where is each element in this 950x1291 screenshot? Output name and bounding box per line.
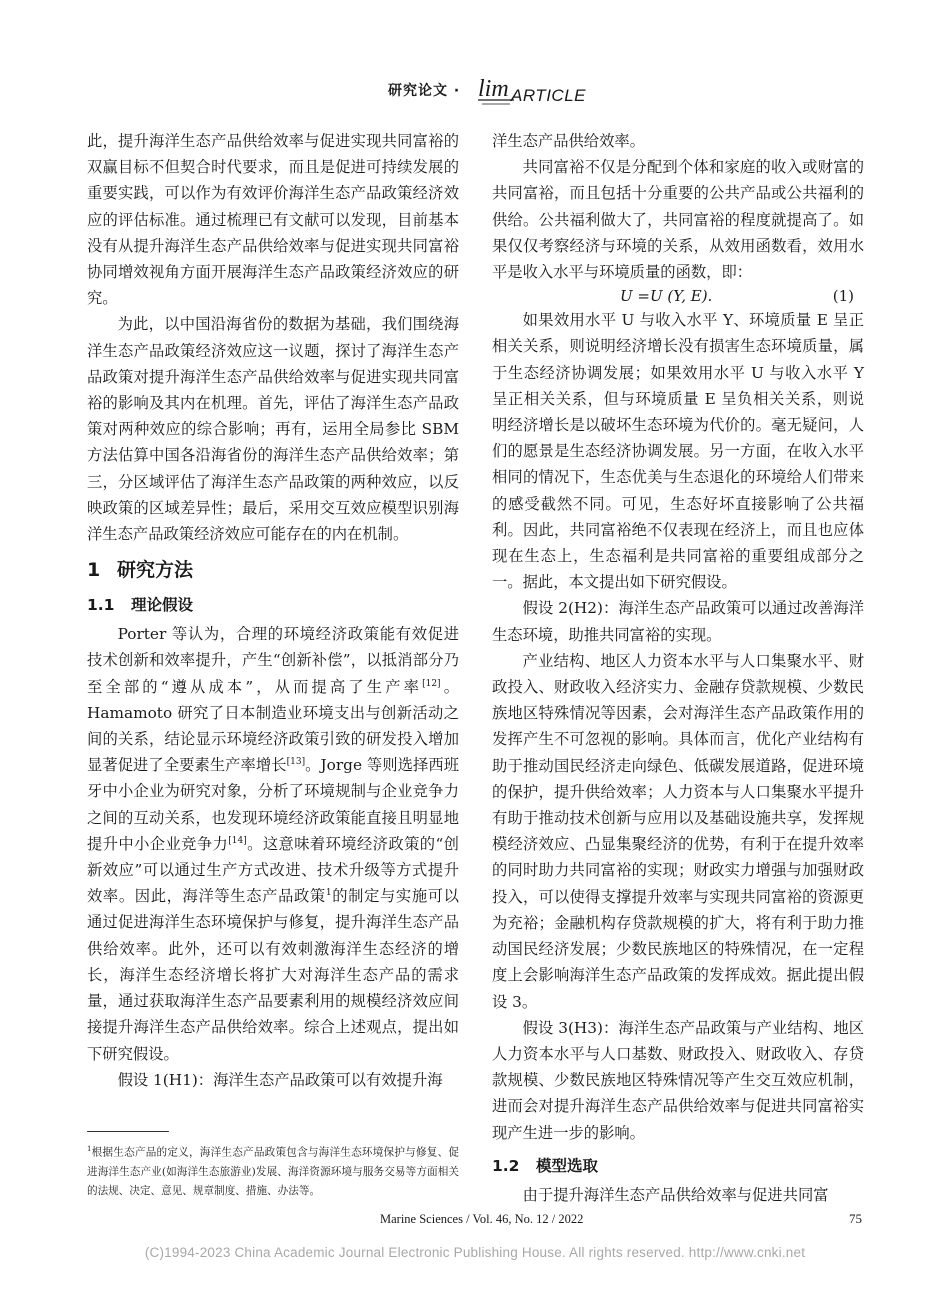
- article-label: ARTICLE: [511, 86, 586, 105]
- paragraph: 洋生态产品供给效率。: [492, 132, 645, 150]
- text-run: 的制定与实施可以通过促进海洋生态环境保护与修复，提升海洋生态产品供给效率。此外，还可以有效刺激海洋生态经济的增长，海洋生态经济增长将扩大对海洋生态产品的需求量，通过获取海洋生态产品要素利用的规模经济效应间接提升海洋生态产品供给效率。综合上述观点，提出如下研究假设。: [87, 887, 459, 1063]
- footnote-divider: [87, 1131, 169, 1132]
- subsection-number: 1.1: [87, 596, 115, 615]
- paragraph: 假设 3(H3)：海洋生态产品政策与产业结构、地区人力资本水平与人口基数、财政投入、财政收入、存贷款规模、少数民族地区特殊情况等产生交互效应机制，进而会对提升海洋生态产品供给效率与促进共同富裕实现产生进一步的影响。: [492, 1018, 864, 1142]
- subsection-title: 理论假设: [131, 596, 194, 615]
- paragraph: 产业结构、地区人力资本水平与人口集聚水平、财政投入、财政收入经济实力、金融存贷款规模、少数民族地区特殊情况等因素，会对海洋生态产品政策作用的发挥产生不可忽视的影响。具体而言，优化产业结构有助于推动国民经济走向绿色、低碳发展道路，促进环境的保护，提升供给效率；人力资本与人口集聚水平提升有助于推动技术创新与应用以及基础设施共享，发挥规模经济效应、凸显集聚经济的优势，有利于在提升效率的同时助力共同富裕的实现；财政实力增强与加强财政投入，可以使得支撑提升效率与实现共同富裕的资源更为充裕；金融机构存贷款规模的扩大，将有利于助力推动国民经济发展；少数民族地区的特殊情况，在一定程度上会影响海洋生态产品政策的发挥成效。据此提出假设 3。: [492, 651, 864, 1011]
- left-column: [87, 128, 459, 1093]
- equation-body: U =U (Y, E).: [620, 287, 713, 306]
- citation[interactable]: [12]: [422, 678, 441, 689]
- copyright-watermark: (C)1994-2023 China Academic Journal Electronic Publishing House. All rights reserved. http://www.cnki.net: [144, 1245, 806, 1260]
- equation: [492, 285, 864, 307]
- footnote-marker: 1: [87, 1145, 92, 1153]
- journal-logo-icon: [476, 74, 516, 110]
- citation[interactable]: [13]: [286, 757, 306, 768]
- section-label: 研究论文 ·: [388, 83, 461, 99]
- footnote-text: 根据生态产品的定义，海洋生态产品政策包含与海洋生态环境保护与修复、促进海洋生态产业(如海洋生态旅游业)发展、海洋资源环境与服务交易等方面相关的法规、决定、意见、规章制度、措施、办法等。: [87, 1146, 459, 1197]
- citation[interactable]: [14]: [228, 835, 247, 846]
- section-heading: [87, 555, 459, 585]
- paragraph: 如果效用水平 U 与收入水平 Y、环境质量 E 呈正相关关系，则说明经济增长没有损害生态环境质量，属于生态经济协调发展；如果效用水平 U 与收入水平 Y 呈正相关关系，但与环境质量 E 呈负相关关系，则说明经济增长是以破坏生态环境为代价的。毫无疑问，人们的愿景是生态经济协调发展。另一方面，在收入水平相同的情况下，生态优美与生态退化的环境给人们带来的感受截然不同。可见，生态好坏直接影响了公共福利。因此，共同富裕绝不仅表现在经济上，而且也应体现在生态上，生态福利是共同富裕的重要组成部分之一。据此，本文提出如下研究假设。: [492, 311, 864, 592]
- subsection-heading: [87, 591, 459, 619]
- text-run: Porter 等认为，合理的环境经济政策能有效促进技术创新和效率提升，产生“创新补偿”，以抵消部分乃至全部的“遵从成本”，从而提高了生产率: [87, 625, 459, 696]
- right-column: [492, 128, 864, 1208]
- paragraph: 由于提升海洋生态产品供给效率与促进共同富: [522, 1185, 829, 1204]
- page-number: 75: [849, 1211, 862, 1226]
- paragraph: 此，提升海洋生态产品供给效率与促进实现共同富裕的双赢目标不但契合时代要求，而且是促进可持续发展的重要实践，可以作为有效评价海洋生态产品政策经济效应的评估标准。通过梳理已有文献可以发现，目前基本没有从提升海洋生态产品供给效率与促进实现共同富裕协同增效视角方面开展海洋生态产品政策经济效应的研究。: [87, 132, 459, 308]
- footnote-marker[interactable]: 1: [325, 888, 332, 899]
- section-title: 研究方法: [117, 559, 194, 582]
- subsection-title: 模型选取: [536, 1156, 599, 1175]
- svg-text:lim: lim: [478, 76, 509, 102]
- subsection-heading: [492, 1152, 864, 1180]
- equation-number: (1): [832, 287, 854, 306]
- text-run: 。这意味着环境经济政策的“创新效应”可以通过生产方式改进、技术升级等方式提升效率。因此，海洋等生态产品政策: [87, 834, 459, 906]
- footnote: [87, 1140, 459, 1201]
- paragraph: 假设 2(H2)：海洋生态产品政策可以通过改善海洋生态环境，助推共同富裕的实现。: [492, 599, 864, 644]
- text-run: 。Jorge 等则选择西班牙中小企业为研究对象，分析了环境规制与企业竞争力之间的互动关系，也发现环境经济政策能直接且明显地提升中小企业竞争力: [87, 756, 459, 853]
- paragraph: 共同富裕不仅是分配到个体和家庭的收入或财富的共同富裕，而且包括十分重要的公共产品或公共福利的供给。公共福利做大了，共同富裕的程度就提高了。如果仅仅考察经济与环境的关系，从效用函数看，效用水平是收入水平与环境质量的函数，即：: [492, 158, 864, 282]
- text-run: 。Hamamoto 研究了日本制造业环境支出与创新活动之间的关系，结论显示环境经济政策引致的研发投入增加显著促进了全要素生产率增长: [87, 677, 459, 775]
- journal-citation: Marine Sciences / Vol. 46, No. 12 / 2022: [380, 1212, 584, 1226]
- paragraph: [87, 621, 459, 1066]
- running-header: [0, 74, 950, 110]
- subsection-number: 1.2: [492, 1156, 520, 1175]
- section-number: 1: [87, 559, 101, 582]
- paragraph: 为此，以中国沿海省份的数据为基础，我们围绕海洋生态产品政策经济效应这一议题，探讨了海洋生态产品政策对提升海洋生态产品供给效率与促进实现共同富裕的影响及其内在机理。首先，评估了海洋生态产品政策对两种效应的综合影响；再有，运用全局参比 SBM 方法估算中国各沿海省份的海洋生态产品供给效率；第三，分区域评估了海洋生态产品政策的两种效应，以反映政策的区域差异性；最后，采用交互效应模型识别海洋生态产品政策经济效应可能存在的内在机制。: [87, 315, 459, 544]
- paragraph: 假设 1(H1)：海洋生态产品政策可以有效提升海: [117, 1070, 443, 1089]
